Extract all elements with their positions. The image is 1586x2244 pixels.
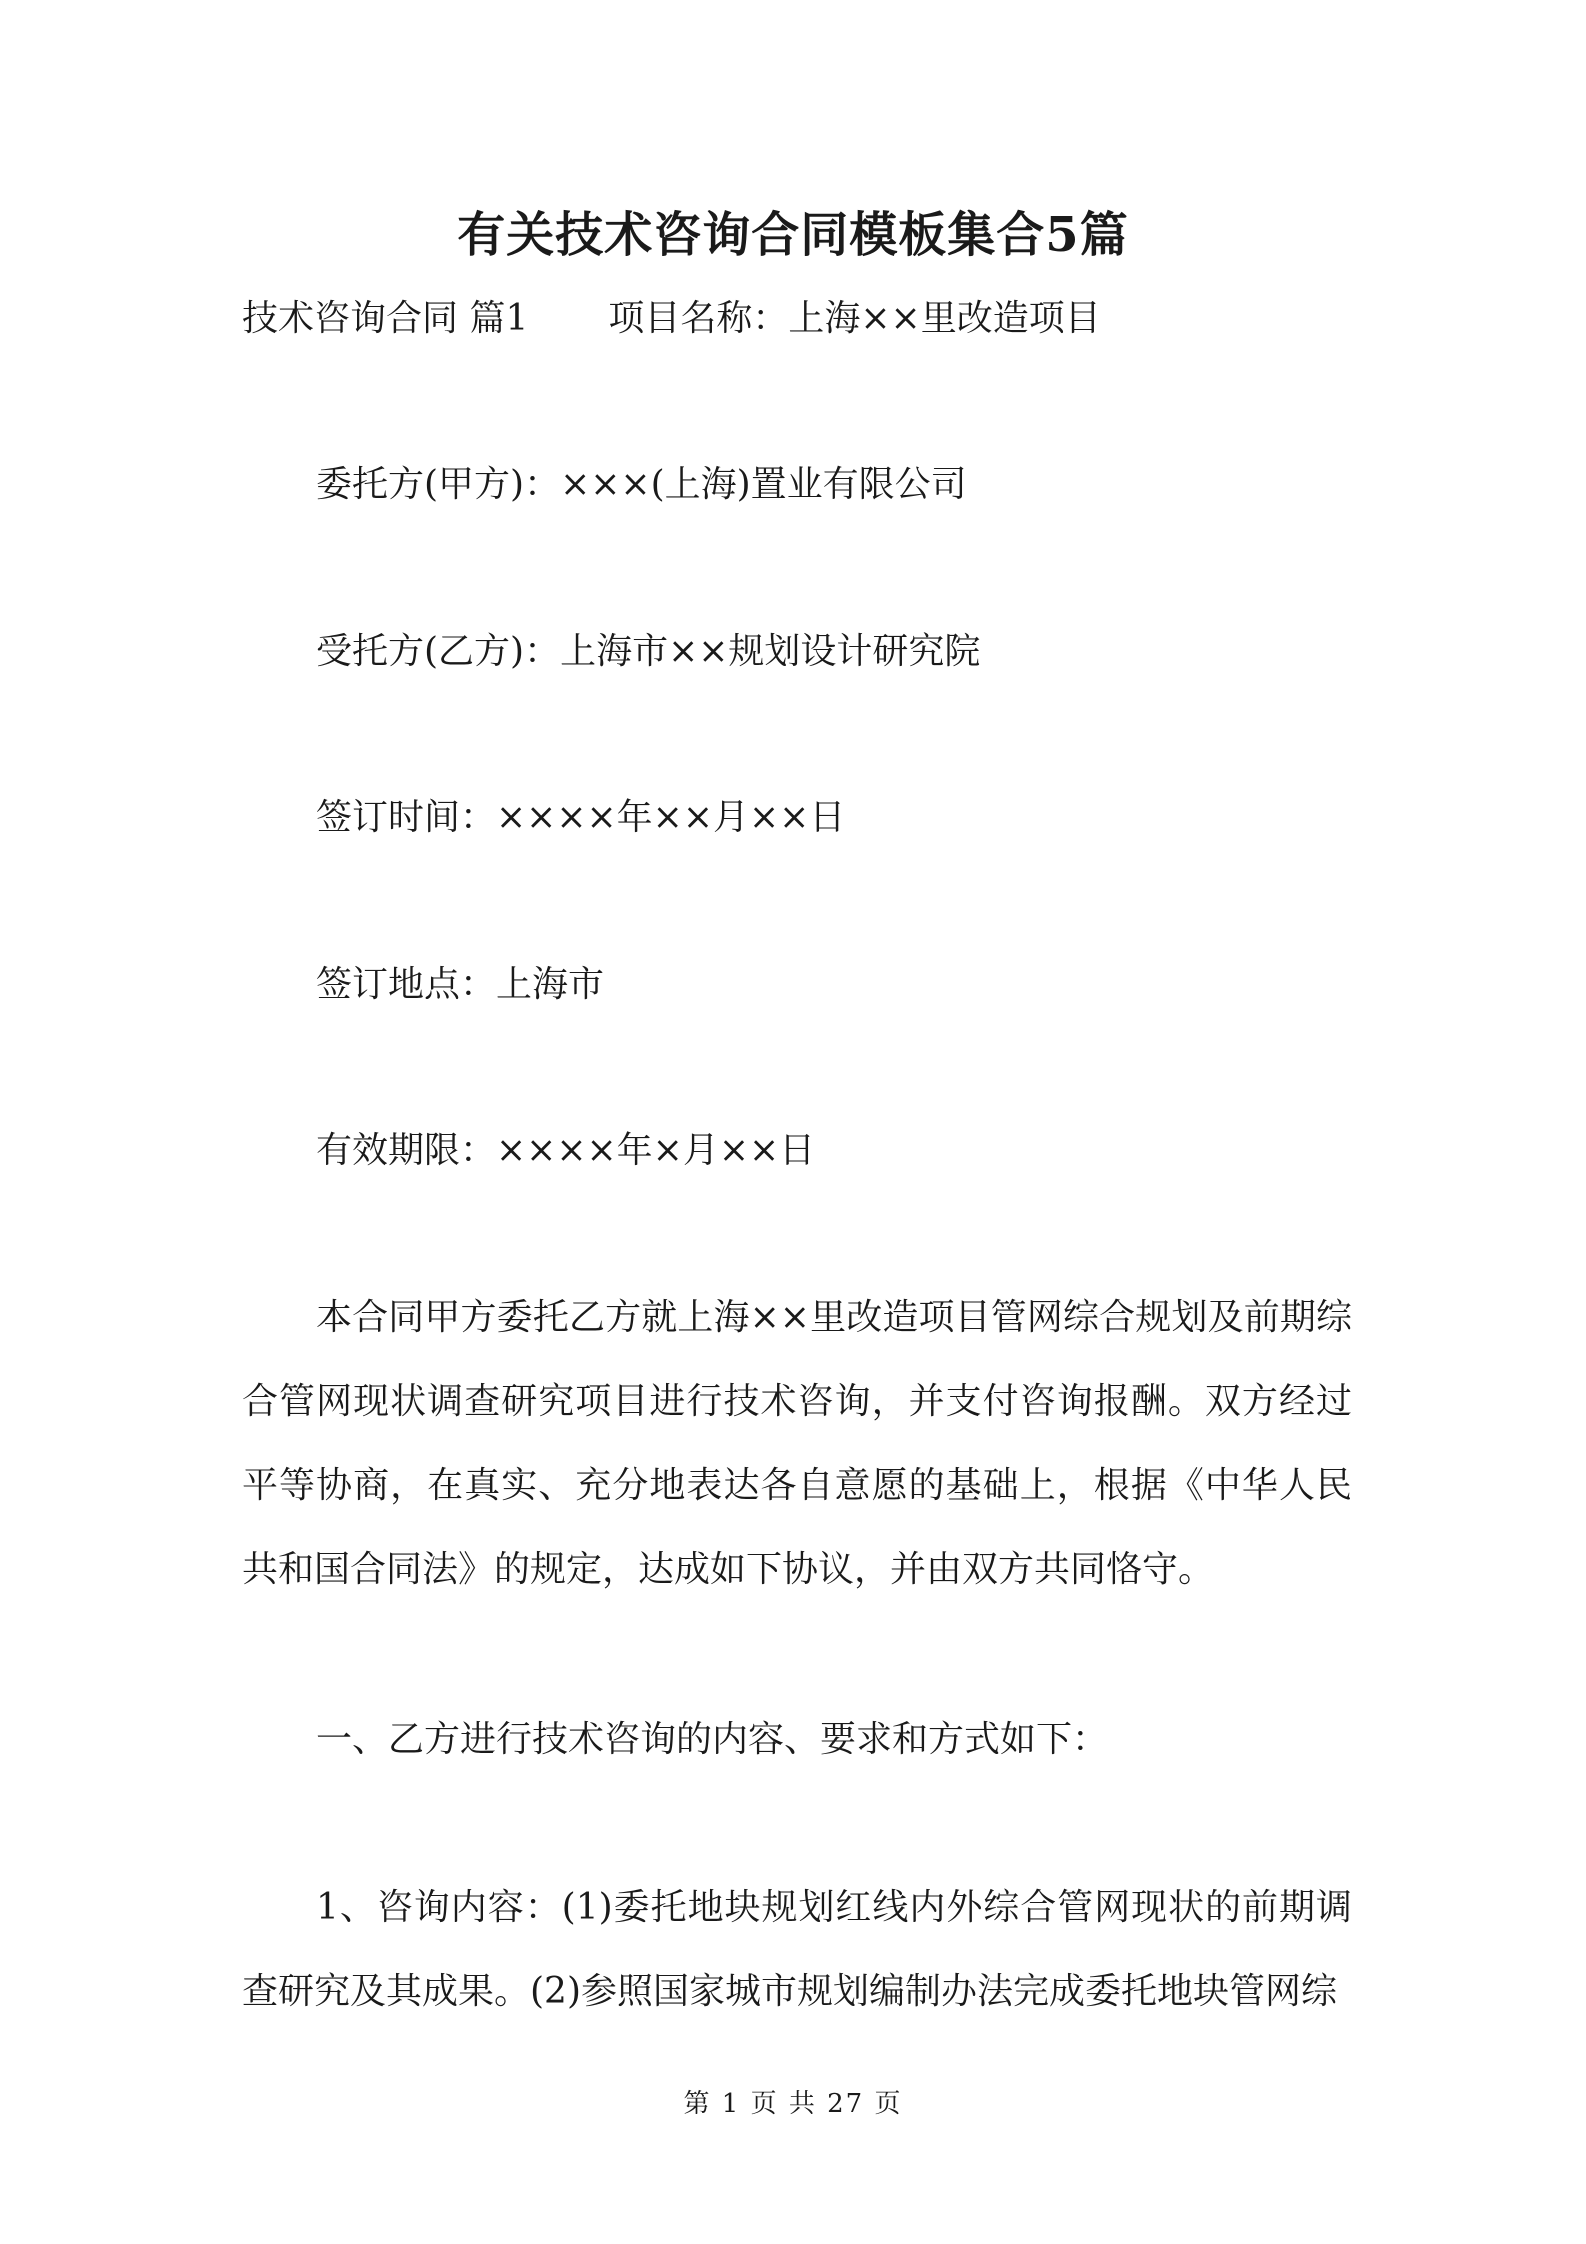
contract-series-label: 技术咨询合同 篇1 — [242, 298, 529, 339]
project-name: 项目名称：上海××里改造项目 — [608, 298, 1101, 339]
item-paragraph: 1、咨询内容：(1)委托地块规划红线内外综合管网现状的前期调查研究及其成果。(2)参照国家城市规划编制办法完成委托地块管网综 — [242, 1887, 1352, 2012]
document-subtitle — [242, 294, 1101, 344]
page-number-footer: 第 1 页 共 27 页 — [683, 2089, 903, 2119]
document-title: 有关技术咨询合同模板集合5篇 — [457, 207, 1129, 263]
validity-field: 有效期限：××××年×月××日 — [316, 1130, 816, 1171]
client-field: 委托方(甲方)：×××(上海)置业有限公司 — [316, 464, 967, 505]
intro-paragraph: 本合同甲方委托乙方就上海××里改造项目管网综合规划及前期综合管网现状调查研究项目进行技术咨询，并支付咨询报酬。双方经过平等协商，在真实、充分地表达各自意愿的基础上，根据《中华人民共和国合同法》的规定，达成如下协议，并由双方共同恪守。 — [242, 1297, 1352, 1590]
contractor-field: 受托方(乙方)：上海市××规划设计研究院 — [316, 631, 981, 672]
sign-place-field: 签订地点：上海市 — [316, 964, 605, 1005]
section-heading: 一、乙方进行技术咨询的内容、要求和方式如下： — [316, 1719, 1109, 1760]
sign-date-field: 签订时间：××××年××月××日 — [316, 797, 846, 838]
